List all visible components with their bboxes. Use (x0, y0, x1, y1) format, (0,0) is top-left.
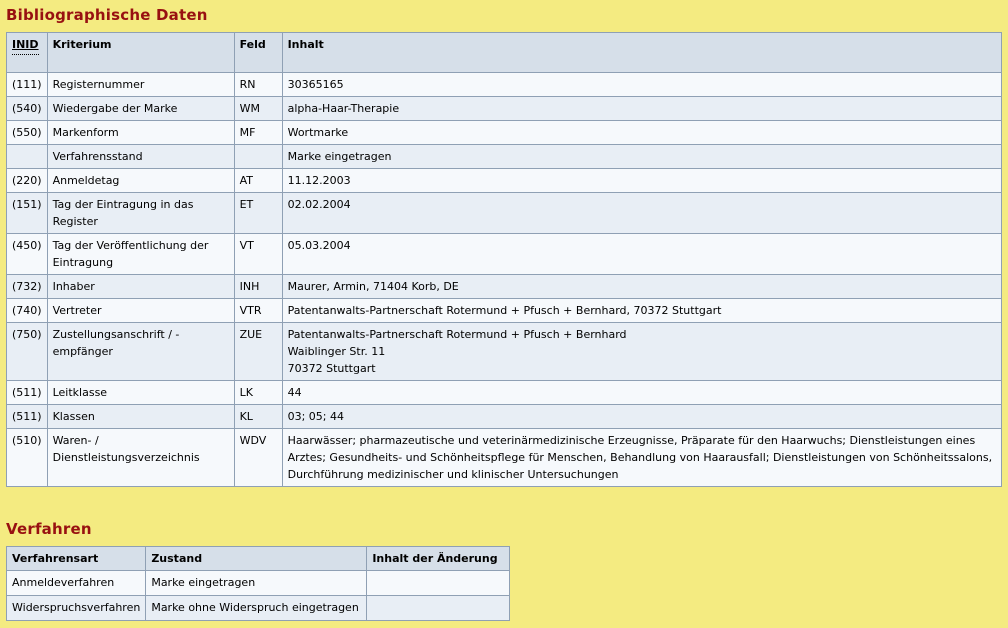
kriterium-cell: Anmeldetag (47, 169, 234, 193)
inhalt-cell: Marke eingetragen (282, 145, 1001, 169)
kriterium-cell: Inhaber (47, 275, 234, 299)
verfahrensart-cell: Widerspruchsverfahren (7, 596, 146, 621)
zustand-cell: Marke eingetragen (146, 571, 367, 596)
inid-cell: (450) (7, 234, 48, 275)
kriterium-cell: Verfahrensstand (47, 145, 234, 169)
column-header-inid (7, 33, 48, 73)
inid-cell: (740) (7, 299, 48, 323)
inhalt-cell: 02.02.2004 (282, 193, 1001, 234)
address-line: 70372 Stuttgart (287, 362, 376, 375)
feld-cell (234, 145, 282, 169)
biblio-table (6, 32, 1002, 487)
inid-cell: (732) (7, 275, 48, 299)
aenderung-cell (367, 571, 510, 596)
column-header-inhalt-der-aenderung: Inhalt der Änderung (367, 547, 510, 571)
address-line: Waiblinger Str. 11 (287, 345, 386, 358)
verfahren-section-title: Verfahren (6, 520, 92, 538)
table-row (7, 169, 1002, 193)
feld-cell: INH (234, 275, 282, 299)
inhalt-cell: Haarwässer; pharmazeutische und veterinärmedizinische Erzeugnisse, Präparate für den Haarwuchs; Dienstleistungen eines Arztes; Gesundheits- und Schönheitspflege für Menschen, Behandlung von Haarausfall; Dienstleistungen von Schönheitssalons, Durchführung medizinischer und klinischer Untersuchungen (282, 429, 1001, 487)
column-header-feld: Feld (234, 33, 282, 73)
kriterium-cell: Vertreter (47, 299, 234, 323)
kriterium-cell: Waren- / Dienstleistungsverzeichnis (47, 429, 234, 487)
feld-cell: RN (234, 73, 282, 97)
kriterium-cell: Zustellungsanschrift / -empfänger (47, 323, 234, 381)
inid-cell: (511) (7, 405, 48, 429)
inid-cell (7, 145, 48, 169)
column-header-verfahrensart: Verfahrensart (7, 547, 146, 571)
inid-cell: (540) (7, 97, 48, 121)
inhalt-cell: Patentanwalts-Partnerschaft Rotermund + Pfusch + Bernhard, 70372 Stuttgart (282, 299, 1001, 323)
column-header-zustand: Zustand (146, 547, 367, 571)
inhalt-cell: 30365165 (282, 73, 1001, 97)
inid-cell: (510) (7, 429, 48, 487)
table-row (7, 596, 510, 621)
inid-cell: (550) (7, 121, 48, 145)
table-row (7, 234, 1002, 275)
kriterium-cell: Markenform (47, 121, 234, 145)
table-row (7, 405, 1002, 429)
table-row (7, 97, 1002, 121)
zustand-cell: Marke ohne Widerspruch eingetragen (146, 596, 367, 621)
table-row (7, 193, 1002, 234)
kriterium-cell: Registernummer (47, 73, 234, 97)
table-row (7, 299, 1002, 323)
inid-link[interactable]: INID (12, 36, 39, 55)
inhalt-cell (282, 323, 1001, 381)
table-row (7, 323, 1002, 381)
inid-cell: (220) (7, 169, 48, 193)
kriterium-cell: Tag der Eintragung in das Register (47, 193, 234, 234)
table-row (7, 121, 1002, 145)
feld-cell: LK (234, 381, 282, 405)
aenderung-cell (367, 596, 510, 621)
kriterium-cell: Leitklasse (47, 381, 234, 405)
table-row (7, 381, 1002, 405)
feld-cell: KL (234, 405, 282, 429)
address-line: Patentanwalts-Partnerschaft Rotermund + Pfusch + Bernhard (287, 328, 627, 341)
inid-cell: (151) (7, 193, 48, 234)
feld-cell: AT (234, 169, 282, 193)
verfahrensart-cell: Anmeldeverfahren (7, 571, 146, 596)
inid-cell: (511) (7, 381, 48, 405)
biblio-header-row (7, 33, 1002, 73)
page-title: Bibliographische Daten (6, 6, 208, 24)
inid-cell: (750) (7, 323, 48, 381)
table-row (7, 145, 1002, 169)
inhalt-cell: 03; 05; 44 (282, 405, 1001, 429)
feld-cell: ZUE (234, 323, 282, 381)
kriterium-cell: Wiedergabe der Marke (47, 97, 234, 121)
inid-cell: (111) (7, 73, 48, 97)
table-row (7, 571, 510, 596)
column-header-kriterium: Kriterium (47, 33, 234, 73)
inhalt-cell: 44 (282, 381, 1001, 405)
inhalt-cell: 11.12.2003 (282, 169, 1001, 193)
inhalt-cell: Wortmarke (282, 121, 1001, 145)
kriterium-cell: Tag der Veröffentlichung der Eintragung (47, 234, 234, 275)
feld-cell: VT (234, 234, 282, 275)
inhalt-cell: Maurer, Armin, 71404 Korb, DE (282, 275, 1001, 299)
kriterium-cell: Klassen (47, 405, 234, 429)
table-row (7, 429, 1002, 487)
feld-cell: MF (234, 121, 282, 145)
table-row (7, 73, 1002, 97)
feld-cell: VTR (234, 299, 282, 323)
column-header-inhalt: Inhalt (282, 33, 1001, 73)
table-row (7, 275, 1002, 299)
inhalt-cell: 05.03.2004 (282, 234, 1001, 275)
feld-cell: ET (234, 193, 282, 234)
inhalt-cell: alpha-Haar-Therapie (282, 97, 1001, 121)
feld-cell: WDV (234, 429, 282, 487)
verfahren-table (6, 546, 510, 621)
feld-cell: WM (234, 97, 282, 121)
verfahren-header-row (7, 547, 510, 571)
